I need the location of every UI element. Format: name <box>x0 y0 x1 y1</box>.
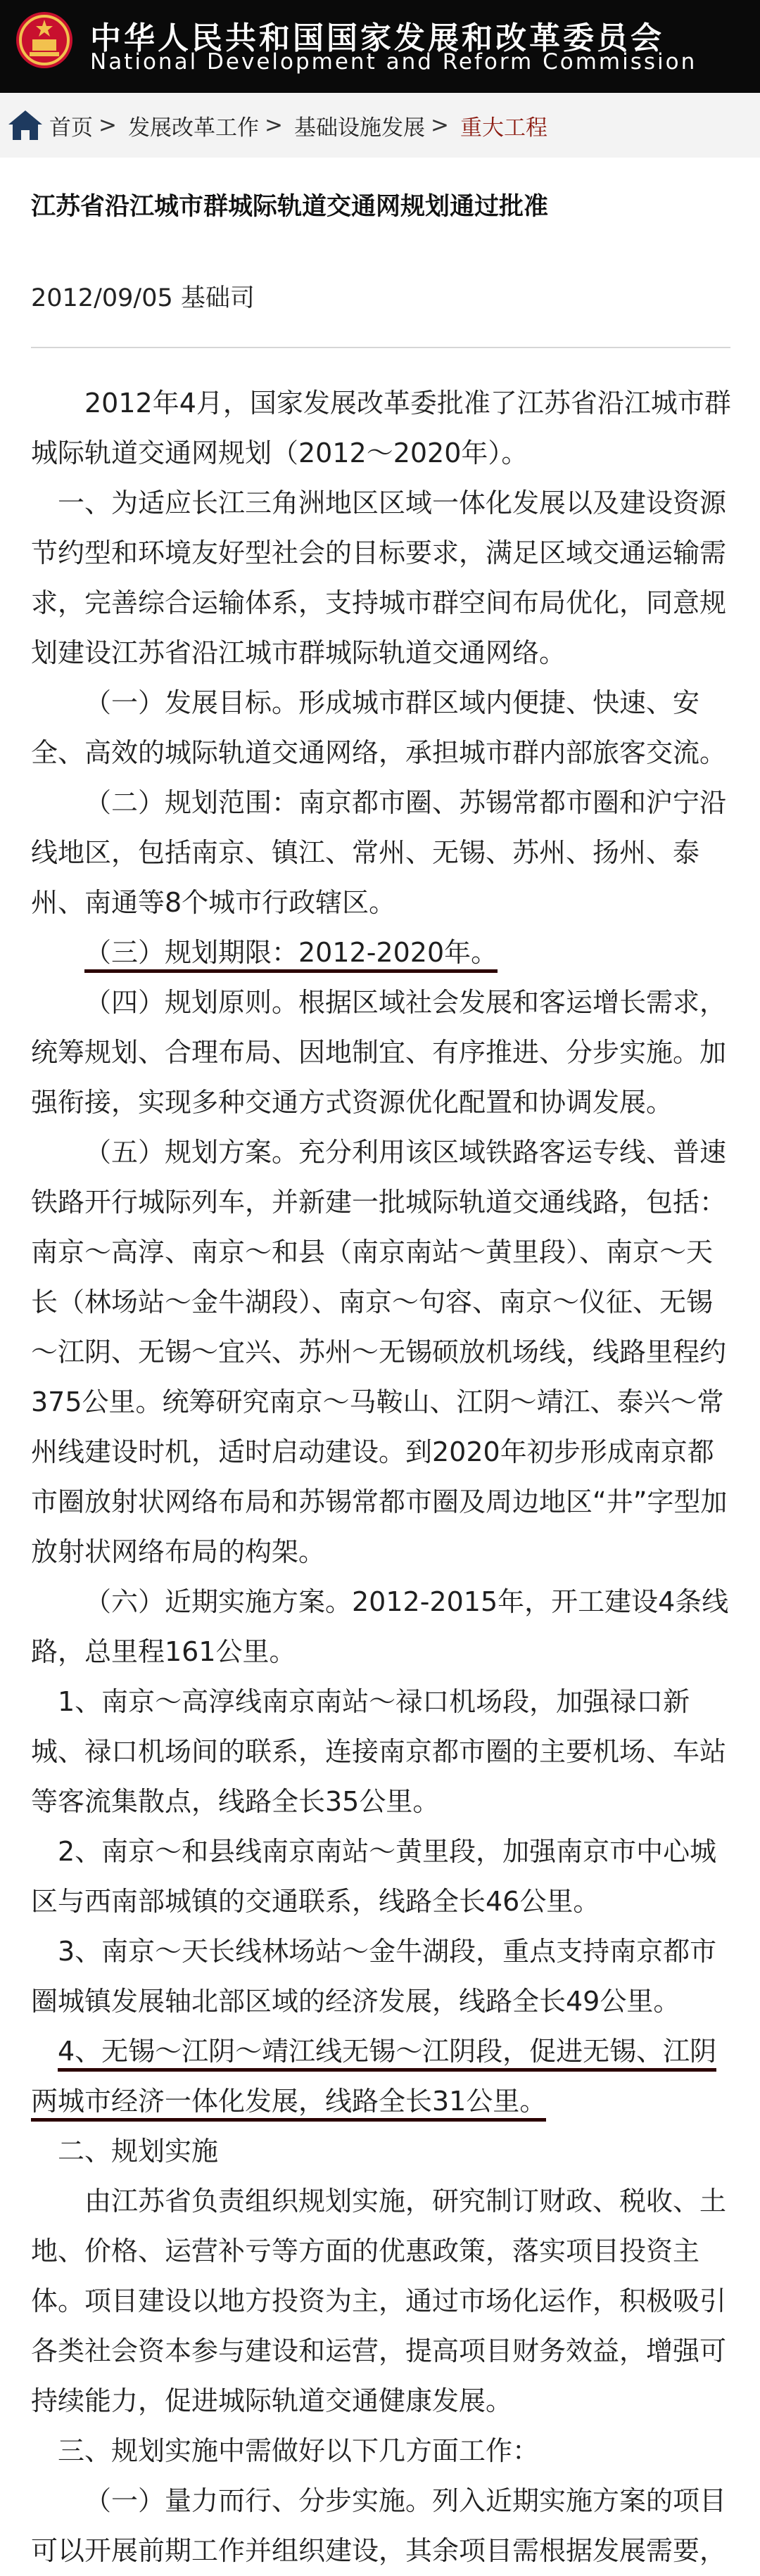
paragraph: （五）规划方案。充分利用该区域铁路客运专线、普速铁路开行城际列车，并新建一批城际轨道交通线路，包括：南京～高淳、南京～和县（南京南站～黄里段）、南京～天长（林场站～金牛湖段）、南京～句容、南京～仪征、无锡～江阴、无锡～宜兴、苏州～无锡硕放机场线，线路里程约375公里。统筹研究南京～马鞍山、江阴～靖江、泰兴～常州线建设时机，适时启动建设。到2020年初步形成南京都市圈放射状网络布局和苏锡常都市圈及周边地区“井”字型加放射状网络布局的构架。 <box>31 1137 728 1567</box>
breadcrumb-major-projects[interactable]: 重大工程 <box>460 115 547 141</box>
breadcrumb-separator: > <box>430 113 449 138</box>
article-date: 2012/09/05 <box>31 284 173 312</box>
paragraph: 2012年4月，国家发展改革委批准了江苏省沿江城市群城际轨道交通网规划（2012～2020年）。 <box>31 388 731 468</box>
highlight-wuxi-jiangyin-line: 4、无锡～江阴～靖江线无锡～江阴段，促进无锡、江阴两城市经济一体化发展，线路全长31公里。 <box>31 2036 716 2122</box>
national-emblem-icon[interactable] <box>15 11 73 69</box>
breadcrumb-separator: > <box>99 113 117 138</box>
paragraph: 2、南京～和县线南京南站～黄里段，加强南京市中心城区与西南部城镇的交通联系，线路全长46公里。 <box>31 1836 717 1917</box>
paragraph: （二）规划范围：南京都市圈、苏锡常都市圈和沪宁沿线地区，包括南京、镇江、常州、无锡、苏州、扬州、泰州、南通等8个城市行政辖区。 <box>31 787 727 918</box>
paragraph: 由江苏省负责组织规划实施，研究制订财政、税收、土地、价格、运营补亏等方面的优惠政策，落实项目投资主体。项目建设以地方投资为主，通过市场化运作，积极吸引各类社会资本参与建设和运营，提高项目财务效益，增强可持续能力，促进城际轨道交通健康发展。 <box>31 2186 727 2416</box>
breadcrumb <box>0 93 760 158</box>
paragraph: （一）发展目标。形成城市群区域内便捷、快速、安全、高效的城际轨道交通网络，承担城市群内部旅客交流。 <box>31 687 727 768</box>
paragraph-highlighted <box>31 928 731 978</box>
breadcrumb-infrastructure[interactable]: 基础设施发展 <box>293 115 425 141</box>
article-title: 江苏省沿江城市群城际轨道交通网规划通过批准 <box>31 193 549 221</box>
breadcrumb-separator: > <box>264 113 283 138</box>
site-subtitle: National Development and Reform Commission <box>90 49 697 75</box>
section-heading: 三、规划实施中需做好以下几方面工作： <box>58 2435 540 2466</box>
paragraph: （一）量力而行、分步实施。列入近期实施方案的项目可以开展前期工作并组织建设，其余项目需根据发展需要， <box>31 2485 727 2566</box>
site-title: 中华人民共和国国家发展和改革委员会 <box>90 20 664 56</box>
section-heading: 二、规划实施 <box>58 2136 219 2167</box>
breadcrumb-reform-work[interactable]: 发展改革工作 <box>127 115 259 141</box>
paragraph: （六）近期实施方案。2012-2015年，开工建设4条线路，总里程161公里。 <box>31 1586 729 1667</box>
divider <box>31 347 730 348</box>
paragraph-highlighted <box>31 2027 731 2127</box>
article-department: 基础司 <box>180 284 255 312</box>
highlight-planning-period: （三）规划期限：2012-2020年。 <box>84 937 498 973</box>
home-icon[interactable] <box>7 109 44 141</box>
paragraph: 1、南京～高淳线南京南站～禄口机场段，加强禄口新城、禄口机场间的联系，连接南京都市圈的主要机场、车站等客流集散点，线路全长35公里。 <box>31 1686 727 1817</box>
article-body <box>31 378 731 2576</box>
site-header <box>0 0 760 93</box>
paragraph: 一、为适应长江三角洲地区区域一体化发展以及建设资源节约型和环境友好型社会的目标要求，满足区域交通运输需求，完善综合运输体系，支持城市群空间布局优化，同意规划建设江苏省沿江城市群城际轨道交通网络。 <box>31 487 727 668</box>
paragraph: （四）规划原则。根据区域社会发展和客运增长需求，统筹规划、合理布局、因地制宜、有序推进、分步实施。加强衔接，实现多种交通方式资源优化配置和协调发展。 <box>31 987 727 1118</box>
article-meta <box>31 279 255 314</box>
paragraph: 3、南京～天长线林场站～金牛湖段，重点支持南京都市圈城镇发展轴北部区域的经济发展，线路全长49公里。 <box>31 1936 717 2017</box>
breadcrumb-home[interactable]: 首页 <box>49 115 93 141</box>
